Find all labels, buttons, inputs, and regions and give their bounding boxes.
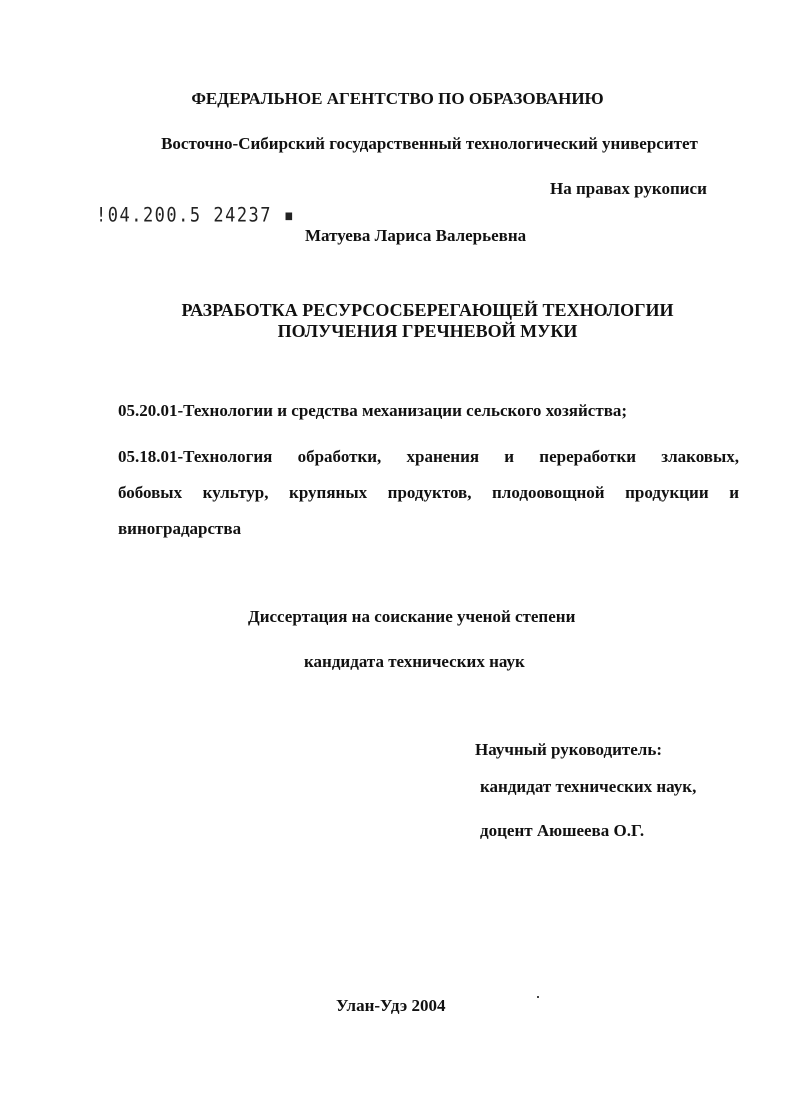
archive-stamp: !04.200.5 24237 ▪ xyxy=(96,204,296,227)
thesis-title-line-2: ПОЛУЧЕНИЯ ГРЕЧНЕВОЙ МУКИ xyxy=(277,321,578,341)
supervisor-label: Научный руководитель: xyxy=(475,740,662,759)
specialty-first: 05.20.01-Технологии и средства механизации сельского хозяйства; xyxy=(118,401,628,420)
university-name: Восточно-Сибирский государственный технологический университет xyxy=(161,134,698,153)
degree-line-1: Диссертация на соискание ученой степени xyxy=(248,607,576,626)
specialty-second-line-3: виноградарства xyxy=(118,519,242,538)
degree-line-2: кандидата технических наук xyxy=(304,652,525,671)
scan-speck xyxy=(537,996,539,998)
manuscript-note: На правах рукописи xyxy=(550,179,707,198)
specialty-second-line-2: бобовых культур, крупяных продуктов, плодоовощной продукции и xyxy=(118,483,739,502)
supervisor-name: доцент Аюшеева О.Г. xyxy=(480,821,645,840)
thesis-title-line-1: РАЗРАБОТКА РЕСУРСОСБЕРЕГАЮЩЕЙ ТЕХНОЛОГИИ xyxy=(181,300,674,320)
specialty-second-line-1: 05.18.01-Технология обработки, хранения и переработки злаковых, xyxy=(118,447,739,466)
agency-name: ФЕДЕРАЛЬНОЕ АГЕНТСТВО ПО ОБРАЗОВАНИЮ xyxy=(191,89,604,108)
author-name: Матуева Лариса Валерьевна xyxy=(305,226,527,245)
supervisor-degree: кандидат технических наук, xyxy=(480,777,697,796)
city-year: Улан-Удэ 2004 xyxy=(336,996,446,1015)
